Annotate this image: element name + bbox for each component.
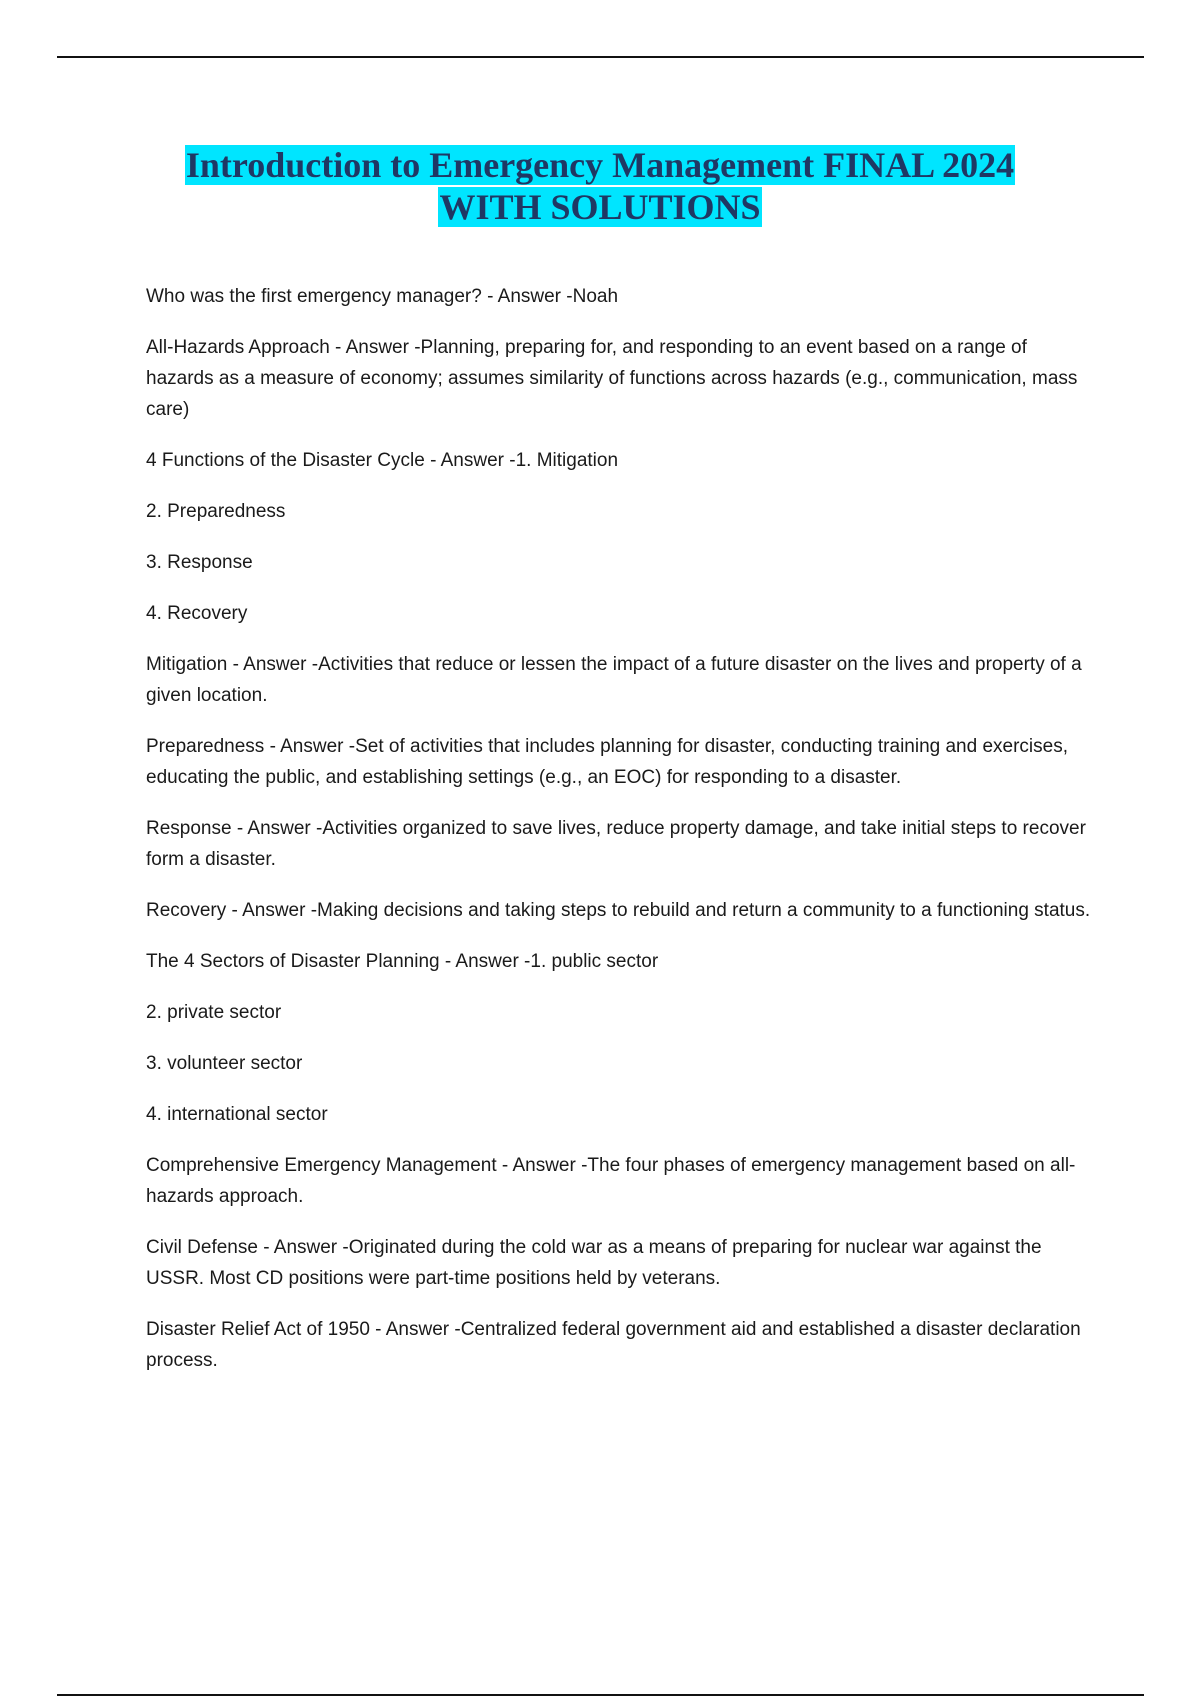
qa-entry: Mitigation - Answer -Activities that reduce or lessen the impact of a future disaster on the lives and property of a given location. — [146, 654, 1082, 706]
qa-entry: Civil Defense - Answer -Originated during the cold war as a means of preparing for nuclear war against the USSR. Most CD positions were part-time positions held by veterans. — [146, 1237, 1042, 1289]
qa-entry: 2. Preparedness — [146, 501, 286, 522]
qa-entry: Preparedness - Answer -Set of activities that includes planning for disaster, conducting training and exercises, educating the public, and establishing settings (e.g., an EOC) for responding to a disaster. — [146, 736, 1069, 788]
qa-entry: Comprehensive Emergency Management - Answer -The four phases of emergency management based on all-hazards approach. — [146, 1155, 1076, 1207]
bottom-rule — [57, 1694, 1144, 1696]
qa-list — [146, 281, 1096, 1396]
title-line-1: Introduction to Emergency Management FINAL 2024 — [185, 145, 1015, 185]
qa-entry: Disaster Relief Act of 1950 - Answer -Centralized federal government aid and established a disaster declaration process. — [146, 1319, 1081, 1371]
qa-entry: 3. volunteer sector — [146, 1053, 303, 1074]
qa-entry: 4. Recovery — [146, 603, 248, 624]
qa-entry: 2. private sector — [146, 1002, 282, 1023]
qa-entry: 4 Functions of the Disaster Cycle - Answer -1. Mitigation — [146, 450, 619, 471]
qa-entry: Response - Answer -Activities organized to save lives, reduce property damage, and take initial steps to recover form a disaster. — [146, 818, 1086, 870]
title-line-2: WITH SOLUTIONS — [439, 187, 761, 227]
document-title — [0, 144, 1200, 228]
qa-entry: 4. international sector — [146, 1104, 328, 1125]
qa-entry: All-Hazards Approach - Answer -Planning, preparing for, and responding to an event based on a range of hazards as a measure of economy; assumes similarity of functions across hazards (e.g., communication, mass care) — [146, 337, 1078, 420]
qa-entry: The 4 Sectors of Disaster Planning - Answer -1. public sector — [146, 951, 659, 972]
top-rule — [57, 56, 1144, 58]
qa-entry: 3. Response — [146, 552, 253, 573]
qa-entry: Recovery - Answer -Making decisions and taking steps to rebuild and return a community to a functioning status. — [146, 900, 1091, 921]
qa-entry: Who was the first emergency manager? - Answer -Noah — [146, 286, 619, 307]
